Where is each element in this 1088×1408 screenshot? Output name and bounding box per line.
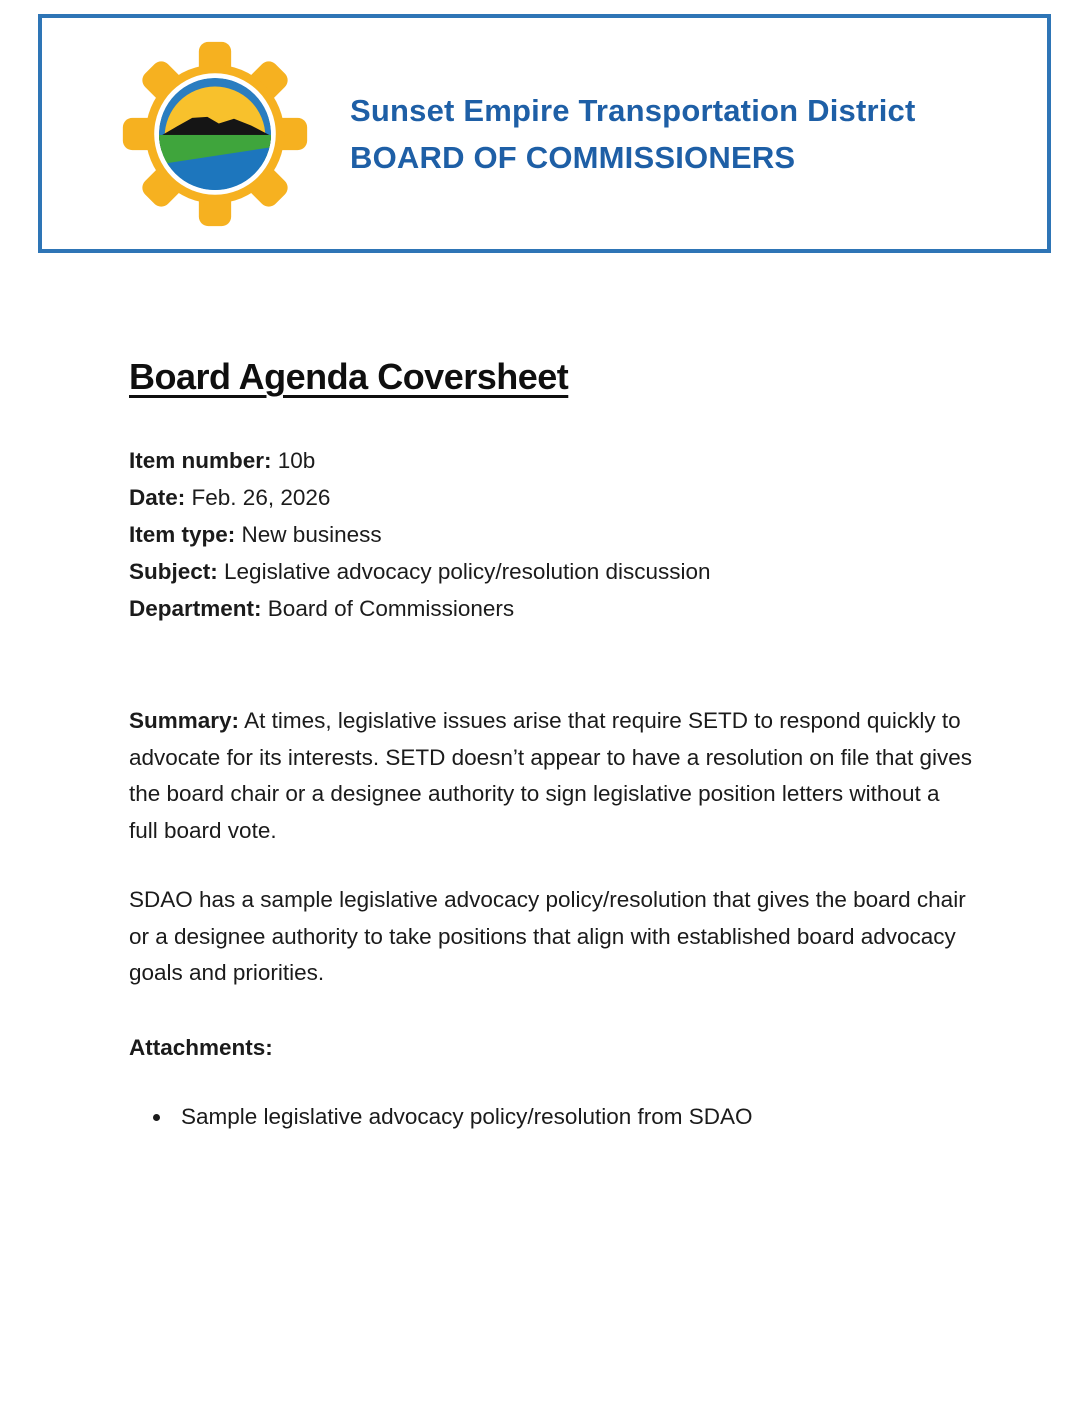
attachments-list <box>129 1099 979 1135</box>
field-date <box>129 479 979 516</box>
gear-sunset-logo-icon <box>120 39 310 229</box>
field-item-number <box>129 442 979 479</box>
field-department-value: Board of Commissioners <box>267 596 515 621</box>
field-item-type-value: New business <box>241 522 382 547</box>
field-item-number-label: Item number: <box>129 448 272 473</box>
org-name: Sunset Empire Transportation District <box>350 92 916 128</box>
page-title: Board Agenda Coversheet <box>129 356 569 397</box>
attachment-item: • Sample legislative advocacy policy/resolution from SDAO <box>173 1099 979 1135</box>
metadata-fields <box>129 442 979 627</box>
field-date-label: Date: <box>129 485 186 510</box>
field-department-label: Department: <box>129 596 262 621</box>
attachments-heading: Attachments: <box>129 1034 273 1060</box>
letterhead-box <box>38 14 1051 253</box>
field-date-value: Feb. 26, 2026 <box>191 485 331 510</box>
field-item-type <box>129 516 979 553</box>
summary-paragraph <box>129 703 974 849</box>
letterhead-titles <box>350 87 916 181</box>
sdao-paragraph: SDAO has a sample legislative advocacy policy/resolution that gives the board chair or a designee authority to take positions that align with established board advocacy goals and priorities. <box>129 887 966 985</box>
field-item-number-value: 10b <box>277 448 316 473</box>
field-subject <box>129 553 979 590</box>
document-body <box>129 253 979 1135</box>
summary-text: At times, legislative issues arise that require SETD to respond quickly to advocate for its interests. SETD doesn’t appear to have a resolution on file that gives the board chair or a designee authority to sign legislative position letters without a full board vote. <box>129 708 972 843</box>
field-subject-label: Subject: <box>129 559 218 584</box>
summary-label: Summary: <box>129 708 240 733</box>
field-item-type-label: Item type: <box>129 522 236 547</box>
field-subject-value: Legislative advocacy policy/resolution discussion <box>224 559 711 584</box>
field-department <box>129 590 979 627</box>
org-subtitle: BOARD OF COMMISSIONERS <box>350 139 796 175</box>
